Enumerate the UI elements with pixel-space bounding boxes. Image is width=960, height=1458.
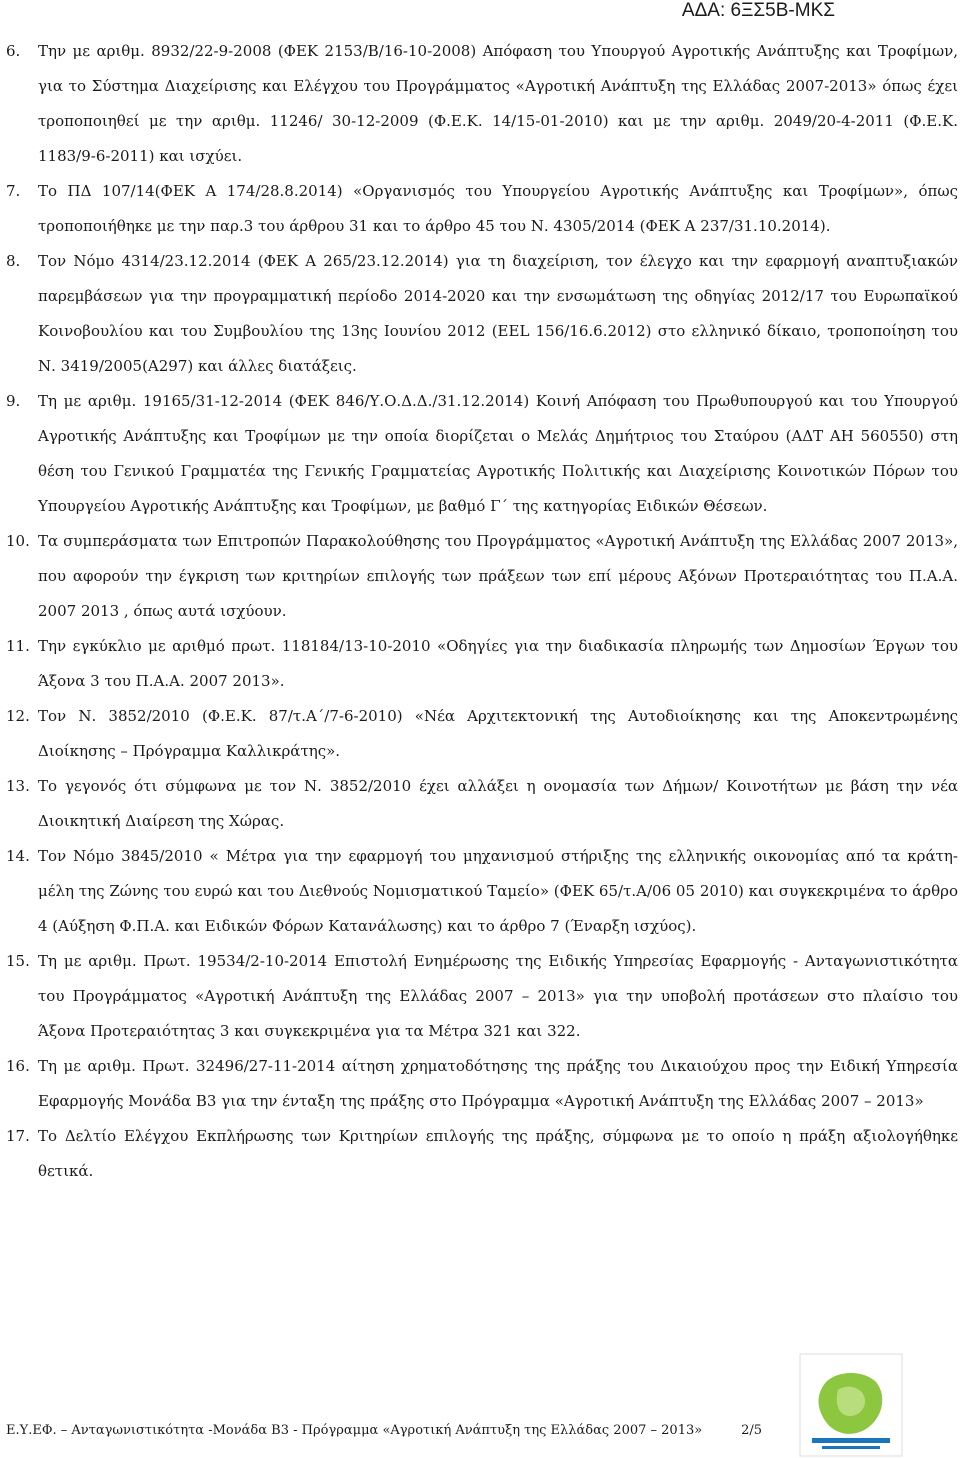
- item-number: 17.: [6, 1127, 30, 1145]
- item-text: Τη με αριθμ. 19165/31-12-2014 (ΦΕΚ 846/Υ.Ο.Δ.Δ./31.12.2014) Κοινή Απόφαση του Πρωθυπουργού και του Υπουργού Αγροτικής Ανάπτυξης και Τροφίμων με την οποία διορίζεται ο Μελάς Δημήτριος του Σταύρου (ΑΔΤ ΑΗ 560550) στη θέση του Γενικού Γραμματέα της Γενικής Γραμματείας Αγροτικής Πολιτικής και Διαχείρισης Κοινοτικών Πόρων του Υπουργείου Αγροτικής Ανάπτυξης και Τροφίμων, με βαθμό Γ΄ της κατηγορίας Ειδικών Θέσεων.: [38, 392, 958, 515]
- item-number: 7.: [6, 182, 21, 200]
- list-item: [6, 524, 958, 629]
- item-text: Τα συμπεράσματα των Επιτροπών Παρακολούθησης του Προγράμματος «Αγροτική Ανάπτυξη της Ελλάδας 2007 2013», που αφορούν την έγκριση των κριτηρίων επιλογής των πράξεων των επί μέρους Αξόνων Προτεραιότητας του Π.Α.Α. 2007 2013 , όπως αυτά ισχύουν.: [38, 532, 958, 620]
- item-number: 10.: [6, 532, 30, 550]
- item-text: Το γεγονός ότι σύμφωνα με τον Ν. 3852/2010 έχει αλλάξει η ονομασία των Δήμων/ Κοινοτήτων με βάση την νέα Διοικητική Διαίρεση της Χώρας.: [38, 777, 958, 830]
- page-footer: [6, 1423, 762, 1438]
- list-item: [6, 769, 958, 839]
- item-number: 11.: [6, 637, 30, 655]
- item-text: Την εγκύκλιο με αριθμό πρωτ. 118184/13-10-2010 «Οδηγίες για την διαδικασία πληρωμής των Δημοσίων Έργων του Άξονα 3 του Π.Α.Α. 2007 2013».: [38, 637, 958, 690]
- item-number: 16.: [6, 1057, 30, 1075]
- program-logo: [798, 1352, 904, 1458]
- item-number: 6.: [6, 42, 21, 60]
- list-item: [6, 1049, 958, 1119]
- item-number: 15.: [6, 952, 30, 970]
- item-text: Τον Νόμο 3845/2010 « Μέτρα για την εφαρμογή του μηχανισμού στήριξης της ελληνικής οικονομίας από τα κράτη-μέλη της Ζώνης του ευρώ και του Διεθνούς Νομισματικού Ταμείο» (ΦΕΚ 65/τ.Α/06 05 2010) και συγκεκριμένα το άρθρο 4 (Αύξηση Φ.Π.Α. και Ειδικών Φόρων Κατανάλωσης) και το άρθρο 7 (Έναρξη ισχύος).: [38, 847, 958, 935]
- list-item: [6, 384, 958, 524]
- item-text: Τον Νόμο 4314/23.12.2014 (ΦΕΚ Α 265/23.12.2014) για τη διαχείριση, τον έλεγχο και την εφαρμογή αναπτυξιακών παρεμβάσεων για την προγραμματική περίοδο 2014-2020 και την ενσωμάτωση της οδηγίας 2012/17 του Ευρωπαϊκού Κοινοβουλίου και του Συμβουλίου της 13ης Ιουνίου 2012 (EEL 156/16.6.2012) στο ελληνικό δίκαιο, τροποποίηση του Ν. 3419/2005(Α297) και άλλες διατάξεις.: [38, 252, 958, 375]
- list-item: [6, 839, 958, 944]
- item-text: Τον Ν. 3852/2010 (Φ.Ε.Κ. 87/τ.Α΄/7-6-2010) «Νέα Αρχιτεκτονική της Αυτοδιοίκησης και της Αποκεντρωμένης Διοίκησης – Πρόγραμμα Καλλικράτης».: [38, 707, 958, 760]
- ada-code: ΑΔΑ: 6ΞΣ5Β-ΜΚΣ: [681, 0, 835, 21]
- item-text: Τη με αριθμ. Πρωτ. 32496/27-11-2014 αίτηση χρηματοδότησης της πράξης του Δικαιούχου προς την Ειδική Υπηρεσία Εφαρμογής Μονάδα Β3 για την ένταξη της πράξης στο Πρόγραμμα «Αγροτική Ανάπτυξη της Ελλάδας 2007 – 2013»: [38, 1057, 958, 1110]
- list-item: [6, 629, 958, 699]
- page-number: 2/5: [741, 1423, 762, 1438]
- list-item: [6, 34, 958, 174]
- item-number: 13.: [6, 777, 30, 795]
- list-item: [6, 944, 958, 1049]
- item-number: 8.: [6, 252, 21, 270]
- item-number: 9.: [6, 392, 21, 410]
- list-item: [6, 1119, 958, 1189]
- item-text: Το Δελτίο Ελέγχου Εκπλήρωσης των Κριτηρίων επιλογής της πράξης, σύμφωνα με το οποίο η πράξη αξιολογήθηκε θετικά.: [38, 1127, 958, 1180]
- item-text: Τη με αριθμ. Πρωτ. 19534/2-10-2014 Επιστολή Ενημέρωσης της Ειδικής Υπηρεσίας Εφαρμογής - Ανταγωνιστικότητα του Προγράμματος «Αγροτική Ανάπτυξη της Ελλάδας 2007 – 2013» για την υποβολή προτάσεων στο πλαίσιο του Άξονα Προτεραιότητας 3 και συγκεκριμένα για τα Μέτρα 321 και 322.: [38, 952, 958, 1040]
- item-number: 14.: [6, 847, 30, 865]
- list-item: [6, 174, 958, 244]
- item-number: 12.: [6, 707, 30, 725]
- footer-text: Ε.Υ.ΕΦ. – Ανταγωνιστικότητα -Μονάδα Β3 - Πρόγραμμα «Αγροτική Ανάπτυξη της Ελλάδας 2007 – 2013»: [6, 1423, 703, 1438]
- document-body: [6, 34, 958, 1189]
- item-text: Την με αριθμ. 8932/22-9-2008 (ΦΕΚ 2153/Β/16-10-2008) Απόφαση του Υπουργού Αγροτικής Ανάπτυξης και Τροφίμων, για το Σύστημα Διαχείρισης και Ελέγχου του Προγράμματος «Αγροτική Ανάπτυξη της Ελλάδας 2007-2013» όπως έχει τροποποιηθεί με την αριθμ. 11246/ 30-12-2009 (Φ.Ε.Κ. 14/15-01-2010) και με την αριθμ. 2049/20-4-2011 (Φ.Ε.Κ. 1183/9-6-2011) και ισχύει.: [38, 42, 958, 165]
- item-text: Το ΠΔ 107/14(ΦΕΚ Α 174/28.8.2014) «Οργανισμός του Υπουργείου Αγροτικής Ανάπτυξης και Τροφίμων», όπως τροποποιήθηκε με την παρ.3 του άρθρου 31 και το άρθρο 45 του Ν. 4305/2014 (ΦΕΚ Α 237/31.10.2014).: [38, 182, 958, 235]
- list-item: [6, 699, 958, 769]
- list-item: [6, 244, 958, 384]
